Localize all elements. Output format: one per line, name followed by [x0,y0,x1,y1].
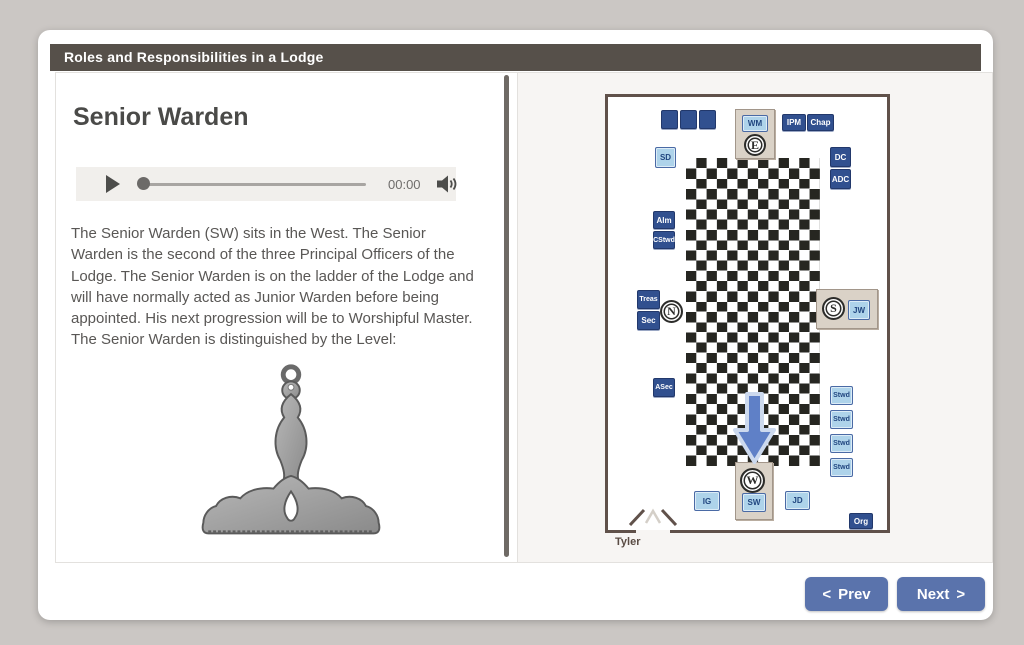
bench-seat [680,110,697,129]
slide-content [55,72,993,563]
seat-adc: ADC [830,169,851,189]
audio-track[interactable] [138,183,366,186]
seat-stwd: Stwd [830,386,853,405]
cardinal-north: N [660,300,683,323]
audio-player [76,167,456,201]
seat-jw: JW [848,300,870,320]
bench-seat [699,110,716,129]
seat-treas: Treas [637,290,660,309]
bench-seat [661,110,678,129]
prev-button[interactable] [805,577,888,611]
seat-ipm: IPM [782,114,806,131]
course-player-card [38,30,993,620]
seat-sd: SD [655,147,676,168]
lesson-body-text: The Senior Warden (SW) sits in the West. The Senior Warden is the second of the three Principal Officers of the Lodge. The Senior Warden is on the ladder of the Lodge and will have normally acted as Junior Warden before being appointed. His next progression will be to Worshipful Master. The Senior Warden is distinguished by the Level: [71,225,474,349]
seat-sec: Sec [637,311,660,330]
seat-chap: Chap [807,114,834,131]
seat-org: Org [849,513,873,529]
play-icon[interactable] [106,175,120,193]
diagram-panel [518,73,992,562]
seat-sw: SW [742,493,766,512]
level-jewel-image [191,361,391,551]
next-button[interactable] [897,577,985,611]
panel-scrollbar[interactable] [504,75,509,557]
lodge-room-diagram [605,94,890,533]
seat-cstwd: CStwd [653,231,675,249]
prev-button-label: Prev [838,585,871,603]
seat-stwd: Stwd [830,410,853,429]
speaker-icon[interactable] [437,175,459,193]
audio-time: 00:00 [388,176,421,192]
audio-seek-slider[interactable] [138,177,366,191]
door-swing-icon [628,506,678,531]
seat-wm: WM [742,115,768,132]
tyler-label: Tyler [615,536,641,548]
cardinal-west: W [740,468,765,493]
slide-title-bar: Roles and Responsibilities in a Lodge [50,44,981,71]
highlight-arrow-icon [732,392,777,471]
next-button-label: Next [916,585,950,603]
text-panel [56,73,518,562]
audio-thumb[interactable] [137,177,150,190]
seat-alm: Alm [653,211,675,229]
seat-asec: ASec [653,378,675,397]
chevron-right-icon: > [956,585,966,603]
seat-dc: DC [830,147,851,167]
cardinal-south: S [822,297,845,320]
page-title: Senior Warden [73,103,249,131]
seat-ig: IG [694,491,720,511]
seat-stwd: Stwd [830,434,853,453]
cardinal-east: E [744,134,766,156]
chevron-left-icon: < [822,585,832,603]
seat-jd: JD [785,491,810,510]
seat-stwd: Stwd [830,458,853,477]
